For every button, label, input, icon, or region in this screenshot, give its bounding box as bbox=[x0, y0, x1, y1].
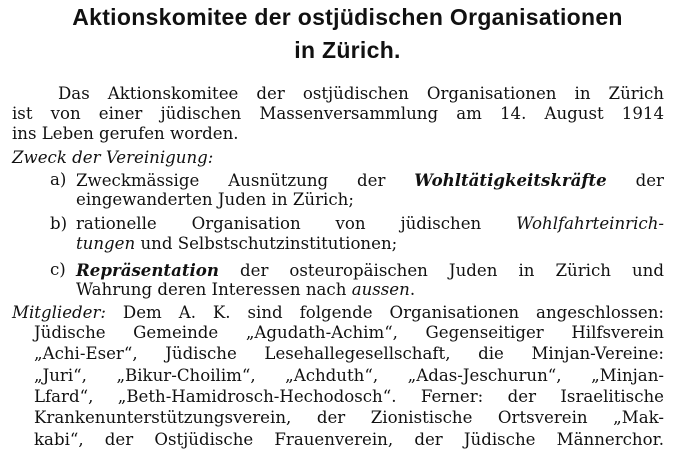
item-a-marker: a) bbox=[50, 170, 67, 189]
item-c-tail: . bbox=[409, 280, 416, 299]
title-line-2: in Zürich. bbox=[294, 37, 401, 63]
item-b-line-2 bbox=[76, 234, 397, 254]
mitglieder-line-5: Lfard“, „Beth-Hamidrosch-Hechodosch“. Ferner: der Israelitische bbox=[34, 387, 664, 406]
item-a-emphasis: Wohltätigkeitskräfte bbox=[414, 170, 607, 190]
item-a-line-1 bbox=[76, 170, 664, 191]
item-b-tail: und Selbstschutzinstitutionen; bbox=[135, 234, 398, 253]
title-line-1: Aktionskomitee der ostjüdischen Organisationen bbox=[72, 4, 623, 30]
intro-line-1: Das Aktionskomitee der ostjüdischen Organisationen in Zürich bbox=[58, 84, 664, 103]
item-b-marker: b) bbox=[50, 214, 68, 233]
item-b-emphasis-cont: tungen bbox=[76, 234, 136, 253]
item-a-line-2: eingewanderten Juden in Zürich; bbox=[76, 190, 354, 209]
item-c-text: der osteuropäischen Juden in Zürich und bbox=[218, 261, 664, 280]
item-c-line-1 bbox=[76, 260, 664, 281]
item-b-line-1 bbox=[76, 214, 664, 234]
zweck-label: Zweck der Vereinigung: bbox=[12, 148, 214, 167]
item-c-emphasis-2: aussen bbox=[351, 280, 410, 299]
mitglieder-line-1 bbox=[12, 303, 664, 323]
item-c-marker: c) bbox=[50, 260, 66, 279]
item-b-emphasis: Wohlfahrteinrich- bbox=[516, 214, 664, 233]
item-c-line-2 bbox=[76, 280, 415, 300]
intro-line-3: ins Leben gerufen worden. bbox=[12, 124, 239, 143]
item-c-emphasis: Repräsentation bbox=[76, 260, 219, 280]
mitglieder-text-1: Dem A. K. sind folgende Organisationen angeschlossen: bbox=[106, 303, 664, 322]
mitglieder-line-3: „Achi-Eser“, Jüdische Lesehallegesellschaft, die Minjan-Vereine: bbox=[34, 344, 664, 363]
item-c-text-2: Wahrung deren Interessen nach bbox=[76, 280, 352, 299]
mitglieder-label: Mitglieder: bbox=[12, 303, 106, 322]
mitglieder-line-2: Jüdische Gemeinde „Agudath-Achim“, Gegenseitiger Hilfsverein bbox=[34, 323, 664, 342]
mitglieder-line-7: kabi“, der Ostjüdische Frauenverein, der Jüdische Männerchor. bbox=[34, 430, 664, 449]
mitglieder-line-6: Krankenunterstützungsverein, der Zionistische Ortsverein „Mak- bbox=[34, 408, 664, 427]
mitglieder-line-4: „Juri“, „Bikur-Choilim“, „Achduth“, „Adas-Jeschurun“, „Minjan- bbox=[34, 366, 664, 385]
intro-line-2: ist von einer jüdischen Massenversammlung am 14. August 1914 bbox=[12, 104, 664, 123]
item-b-text: rationelle Organisation von jüdischen bbox=[76, 214, 517, 233]
item-a-text: Zweckmässige Ausnützung der bbox=[76, 171, 415, 190]
item-a-tail: der bbox=[606, 171, 664, 190]
